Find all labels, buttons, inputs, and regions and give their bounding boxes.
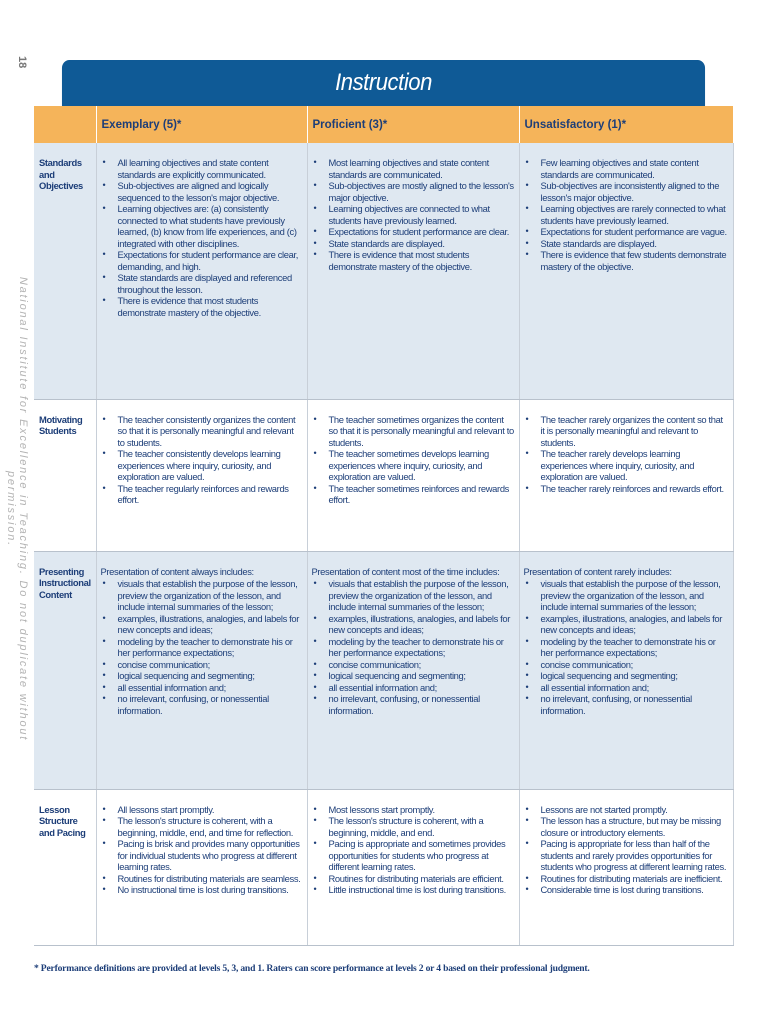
criterion-label: Motivating Students	[34, 399, 96, 551]
descriptor-item: • Most lessons start promptly.	[329, 804, 515, 816]
copyright-side-note: National Institute for Excellence in Teaching. Do not duplicate without permission.	[5, 276, 29, 742]
descriptor-item: • modeling by the teacher to demonstrate his or her performance expectations;	[118, 636, 303, 659]
descriptor-item: • concise communication;	[118, 659, 303, 671]
descriptor-item: • all essential information and;	[329, 682, 515, 694]
descriptor-item: • visuals that establish the purpose of the lesson, preview the organization of the lesson, and include internal summaries of the lesson;	[541, 578, 729, 613]
descriptor-item: • Routines for distributing materials are seamless.	[118, 873, 303, 885]
criterion-label: Standards and Objectives	[34, 143, 96, 399]
descriptor-item: • Learning objectives are rarely connected to what students have previously learned.	[541, 203, 729, 226]
descriptor-cell-exemplary	[96, 789, 307, 945]
descriptor-item: • Most learning objectives and state content standards are communicated.	[329, 157, 515, 180]
descriptor-item: • visuals that establish the purpose of the lesson, preview the organization of the lesson, and include internal summaries of the lesson;	[118, 578, 303, 613]
descriptor-item: • Expectations for student performance are clear, demanding, and high.	[118, 249, 303, 272]
rubric-row	[34, 789, 733, 945]
descriptor-item: • Little instructional time is lost during transitions.	[329, 884, 515, 896]
descriptor-item: • Sub-objectives are inconsistently aligned to the lesson's major objective.	[541, 180, 729, 203]
descriptor-item: • examples, illustrations, analogies, and labels for new concepts and ideas;	[541, 613, 729, 636]
descriptor-item: • State standards are displayed and referenced throughout the lesson.	[118, 272, 303, 295]
descriptor-item: • examples, illustrations, analogies, and labels for new concepts and ideas;	[118, 613, 303, 636]
descriptor-cell-proficient	[307, 551, 519, 789]
page-number: 18	[16, 56, 28, 69]
footnote: * Performance definitions are provided at levels 5, 3, and 1. Raters can score performance at levels 2 or 4 based on their professional judgment.	[34, 963, 590, 974]
descriptor-item: • visuals that establish the purpose of the lesson, preview the organization of the lesson, and include internal summaries of the lesson;	[329, 578, 515, 613]
descriptor-item: • logical sequencing and segmenting;	[541, 670, 729, 682]
instruction-rubric-table	[34, 106, 734, 946]
descriptor-item: • The teacher rarely organizes the content so that it is personally meaningful and relevant to students.	[541, 414, 729, 449]
descriptor-item: • Pacing is brisk and provides many opportunities for individual students who progress at different learning rates.	[118, 838, 303, 873]
descriptor-intro: Presentation of content rarely includes:	[523, 565, 672, 577]
descriptor-item: • Lessons are not started promptly.	[541, 804, 729, 816]
descriptor-cell-exemplary	[96, 551, 307, 789]
descriptor-item: • no irrelevant, confusing, or nonessential information.	[541, 693, 729, 716]
criterion-label: Lesson Structure and Pacing	[34, 789, 96, 945]
descriptor-item: • All lessons start promptly.	[118, 804, 303, 816]
criterion-label: Presenting Instructional Content	[34, 551, 96, 789]
descriptor-item: • The teacher regularly reinforces and rewards effort.	[118, 483, 303, 506]
descriptor-list	[524, 414, 729, 495]
descriptor-item: • No instructional time is lost during transitions.	[118, 884, 303, 896]
descriptor-item: • The teacher rarely reinforces and rewards effort.	[541, 483, 729, 495]
descriptor-list	[312, 414, 515, 506]
header-proficient: Proficient (3)*	[307, 106, 519, 143]
descriptor-item: • There is evidence that most students demonstrate mastery of the objective.	[329, 249, 515, 272]
descriptor-list	[524, 804, 729, 896]
descriptor-item: • Pacing is appropriate for less than half of the students and rarely provides opportunities for students who progress at different learning rates.	[541, 838, 729, 873]
descriptor-item: • All learning objectives and state content standards are explicitly communicated.	[118, 157, 303, 180]
descriptor-item: • The lesson's structure is coherent, with a beginning, middle, and end.	[329, 815, 515, 838]
descriptor-list	[101, 157, 303, 318]
descriptor-item: • Sub-objectives are aligned and logically sequenced to the lesson's major objective.	[118, 180, 303, 203]
descriptor-item: • examples, illustrations, analogies, and labels for new concepts and ideas;	[329, 613, 515, 636]
descriptor-item: • Learning objectives are connected to what students have previously learned.	[329, 203, 515, 226]
descriptor-cell-proficient	[307, 399, 519, 551]
descriptor-list	[312, 578, 515, 716]
descriptor-item: • no irrelevant, confusing, or nonessential information.	[118, 693, 303, 716]
descriptor-list	[101, 414, 303, 506]
descriptor-item: • Routines for distributing materials are efficient.	[329, 873, 515, 885]
descriptor-item: • all essential information and;	[118, 682, 303, 694]
descriptor-item: • State standards are displayed.	[541, 238, 729, 250]
header-blank	[34, 106, 96, 143]
descriptor-cell-unsatisfactory	[519, 399, 733, 551]
rubric-row	[34, 551, 733, 789]
header-row	[34, 106, 733, 143]
rubric-row	[34, 143, 733, 399]
descriptor-cell-exemplary	[96, 399, 307, 551]
descriptor-item: • all essential information and;	[541, 682, 729, 694]
descriptor-item: • The lesson's structure is coherent, with a beginning, middle, end, and time for reflection.	[118, 815, 303, 838]
descriptor-item: • The teacher consistently develops learning experiences where inquiry, curiosity, and exploration are valued.	[118, 448, 303, 483]
descriptor-cell-unsatisfactory	[519, 551, 733, 789]
descriptor-cell-unsatisfactory	[519, 789, 733, 945]
descriptor-list	[312, 804, 515, 896]
descriptor-cell-proficient	[307, 789, 519, 945]
descriptor-cell-proficient	[307, 143, 519, 399]
rubric-row	[34, 399, 733, 551]
descriptor-list	[524, 157, 729, 272]
descriptor-cell-exemplary	[96, 143, 307, 399]
rubric-title: Instruction	[62, 60, 705, 106]
descriptor-intro: Presentation of content always includes:	[100, 565, 254, 577]
descriptor-item: • Expectations for student performance are vague.	[541, 226, 729, 238]
descriptor-list	[312, 157, 515, 272]
descriptor-item: • State standards are displayed.	[329, 238, 515, 250]
descriptor-list	[101, 804, 303, 896]
descriptor-item: • no irrelevant, confusing, or nonessential information.	[329, 693, 515, 716]
descriptor-cell-unsatisfactory	[519, 143, 733, 399]
descriptor-item: • Few learning objectives and state content standards are communicated.	[541, 157, 729, 180]
descriptor-item: • logical sequencing and segmenting;	[329, 670, 515, 682]
descriptor-item: • The lesson has a structure, but may be missing closure or introductory elements.	[541, 815, 729, 838]
descriptor-item: • There is evidence that few students demonstrate mastery of the objective.	[541, 249, 729, 272]
descriptor-item: • The teacher sometimes develops learning experiences where inquiry, curiosity, and exploration are valued.	[329, 448, 515, 483]
descriptor-item: • The teacher rarely develops learning experiences where inquiry, curiosity, and exploration are valued.	[541, 448, 729, 483]
descriptor-item: • logical sequencing and segmenting;	[118, 670, 303, 682]
descriptor-item: • Pacing is appropriate and sometimes provides opportunities for students who progress at different learning rates.	[329, 838, 515, 873]
descriptor-item: • Routines for distributing materials are inefficient.	[541, 873, 729, 885]
descriptor-item: • The teacher sometimes organizes the content so that it is personally meaningful and relevant to students.	[329, 414, 515, 449]
descriptor-item: • concise communication;	[329, 659, 515, 671]
descriptor-item: • Considerable time is lost during transitions.	[541, 884, 729, 896]
descriptor-item: • modeling by the teacher to demonstrate his or her performance expectations;	[541, 636, 729, 659]
descriptor-list	[524, 578, 729, 716]
descriptor-item: • The teacher consistently organizes the content so that it is personally meaningful and relevant to students.	[118, 414, 303, 449]
descriptor-intro: Presentation of content most of the time includes:	[311, 565, 500, 577]
descriptor-item: • Expectations for student performance are clear.	[329, 226, 515, 238]
header-unsatisfactory: Unsatisfactory (1)*	[519, 106, 733, 143]
descriptor-item: • modeling by the teacher to demonstrate his or her performance expectations;	[329, 636, 515, 659]
header-exemplary: Exemplary (5)*	[96, 106, 307, 143]
descriptor-item: • concise communication;	[541, 659, 729, 671]
descriptor-list	[101, 578, 303, 716]
descriptor-item: • Learning objectives are: (a) consistently connected to what students have previously learned, (b) know from life experiences, and (c) integrated with other disciplines.	[118, 203, 303, 249]
descriptor-item: • The teacher sometimes reinforces and rewards effort.	[329, 483, 515, 506]
descriptor-item: • Sub-objectives are mostly aligned to the lesson's major objective.	[329, 180, 515, 203]
descriptor-item: • There is evidence that most students demonstrate mastery of the objective.	[118, 295, 303, 318]
